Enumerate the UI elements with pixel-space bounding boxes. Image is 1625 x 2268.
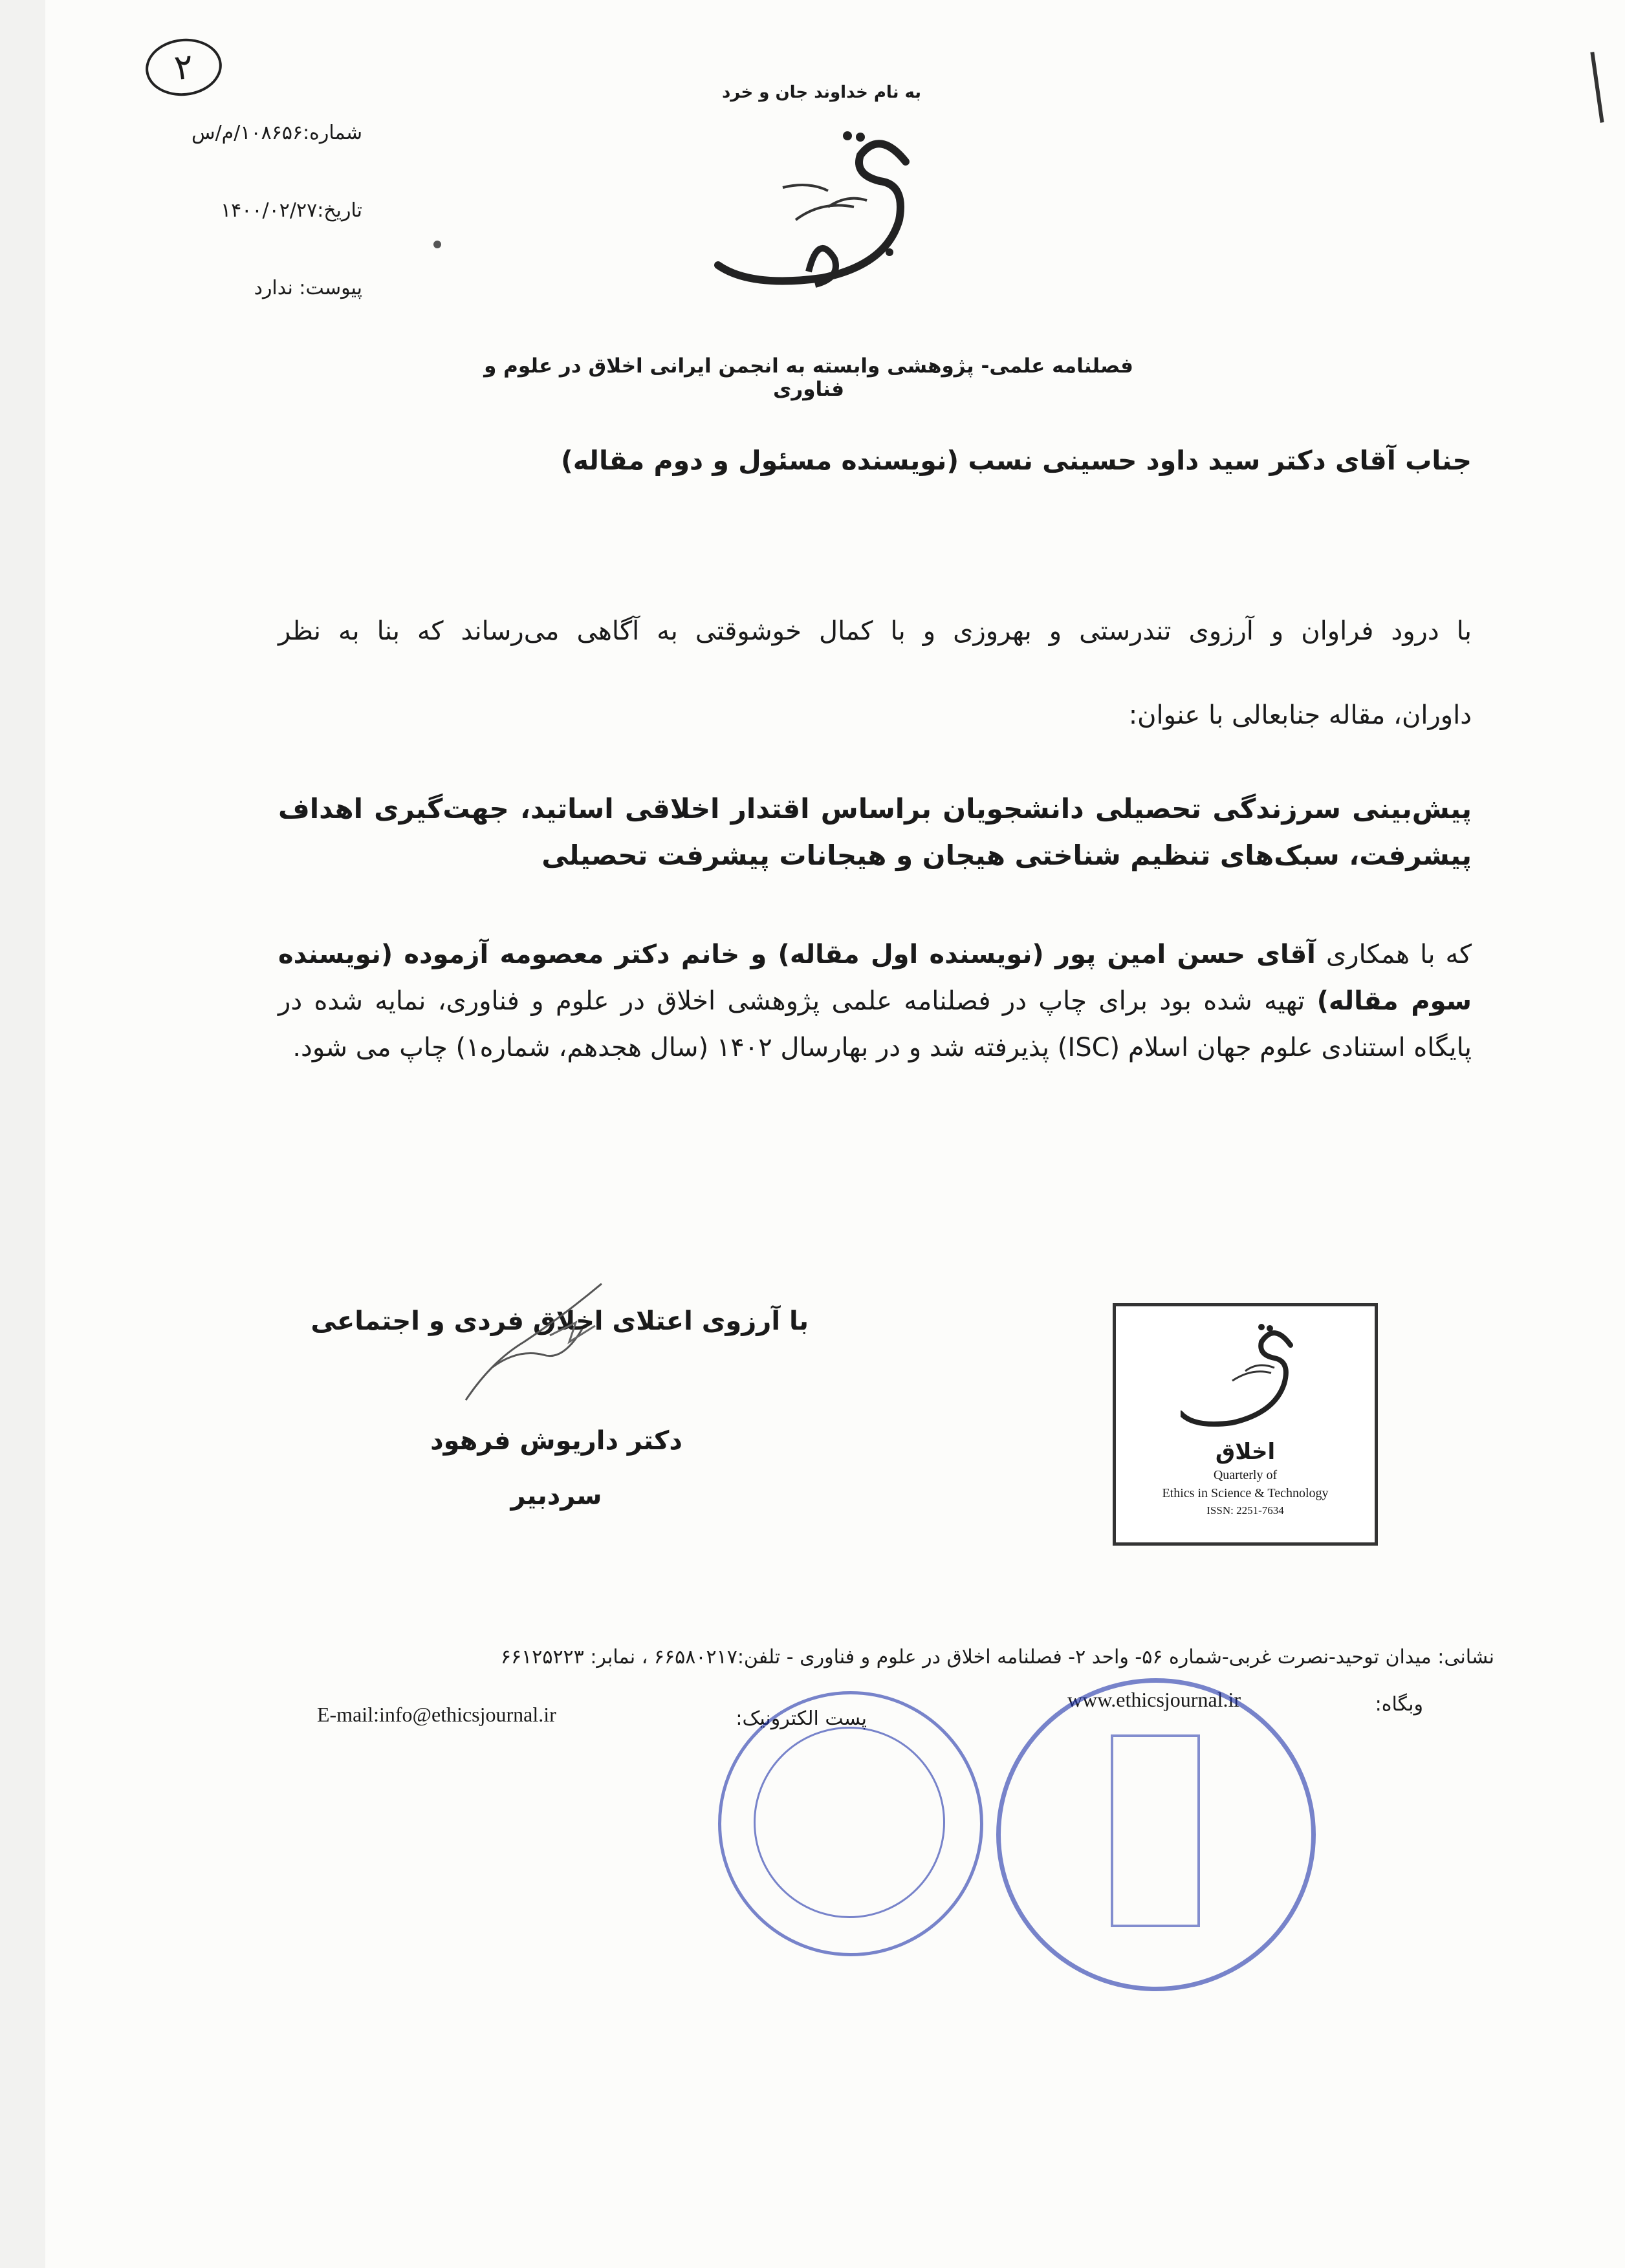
- seal-center-box: [1111, 1734, 1200, 1927]
- first-author: آقای حسن امین پور (نویسنده اول مقاله): [778, 940, 1316, 969]
- website-label: وبگاه:: [1375, 1693, 1423, 1716]
- journal-stamp: [1113, 1303, 1378, 1546]
- email-label: پست الکترونیک:: [736, 1707, 867, 1730]
- university-seal-left: [718, 1691, 983, 1956]
- journal-subtitle: فصلنامه علمی- پژوهشی وابسته به انجمن ایرانی اخلاق در علوم و فناوری: [484, 354, 1133, 401]
- signature: [453, 1271, 621, 1413]
- greeting-line-1: با درود فراوان و آرزوی تندرستی و بهروزی و با کمال خوشوقتی به آگاهی می‌رساند که بنا به نظر: [278, 616, 1472, 646]
- email-link[interactable]: E-mail:info@ethicsjournal.ir: [317, 1703, 556, 1726]
- stamp-logo: [1181, 1319, 1310, 1449]
- third-author: خانم دکتر معصومه آزموده (نویسنده سوم مقاله): [278, 940, 1472, 1016]
- stamp-line-2: Ethics in Science & Technology: [1162, 1486, 1329, 1500]
- scan-edge: [0, 0, 45, 2268]
- university-seal-right: [996, 1678, 1316, 1991]
- journal-logo: [699, 123, 944, 317]
- page-number-mark: ۲: [143, 35, 225, 100]
- letter-attachment: پیوست: ندارد: [254, 277, 362, 299]
- collaboration-paragraph: [278, 931, 1472, 1071]
- signer-title: سردبیر: [510, 1481, 602, 1511]
- footer-address: نشانی: میدان توحید-نصرت غربی-شماره ۵۶- واحد ۲- فصلنامه اخلاق در علوم و فناوری - تلفن:۶۶۵۸۰۲۱۷ ، نمابر: ۶۶۱۲۵۲۲۳: [500, 1646, 1494, 1669]
- collab-and: و: [739, 940, 778, 969]
- website-link[interactable]: www.ethicsjournal.ir: [1067, 1688, 1241, 1711]
- closing-wish: با آرزوی اعتلای اخلاق فردی و اجتماعی: [311, 1306, 809, 1336]
- collab-prefix: که با همکاری: [1315, 940, 1472, 969]
- letter-date: تاریخ:۱۴۰۰/۰۲/۲۷: [221, 199, 362, 222]
- basmala: به نام خداوند جان و خرد: [721, 83, 922, 102]
- article-title: پیش‌بینی سرزندگی تحصیلی دانشجویان براساس اقتدار اخلاقی اساتید، جهت‌گیری اهداف پیشرفت، سبک‌های تنظیم شناختی هیجان و هیجانات پیشرفت تحصیلی: [278, 793, 1472, 871]
- recipient-line: جناب آقای دکتر سید داود حسینی نسب (نویسنده مسئول و دوم مقاله): [560, 445, 1472, 476]
- seal-inner-ring: [754, 1727, 945, 1918]
- letter-number: شماره:۱۰۸۶۵۶/م/س: [191, 122, 362, 144]
- stamp-logo-text: اخلاق: [1215, 1439, 1276, 1465]
- signer-name: دکتر داریوش فرهود: [430, 1426, 682, 1456]
- greeting-line-2: داوران، مقاله جنابعالی با عنوان:: [1128, 700, 1472, 730]
- stamp-line-1: Quarterly of: [1213, 1468, 1278, 1482]
- collab-rest: تهیه شده بود برای چاپ در فصلنامه علمی پژوهشی اخلاق در علوم و فناوری، نمایه شده در پایگاه استنادی علوم جهان اسلام (ISC) پذیرفته شد و در بهارسال ۱۴۰۲ (سال هجدهم، شماره۱) چاپ می شود.: [278, 986, 1472, 1063]
- stamp-issn: ISSN: 2251-7634: [1206, 1504, 1284, 1517]
- ink-dot: [433, 241, 441, 248]
- corner-mark: [1590, 52, 1604, 123]
